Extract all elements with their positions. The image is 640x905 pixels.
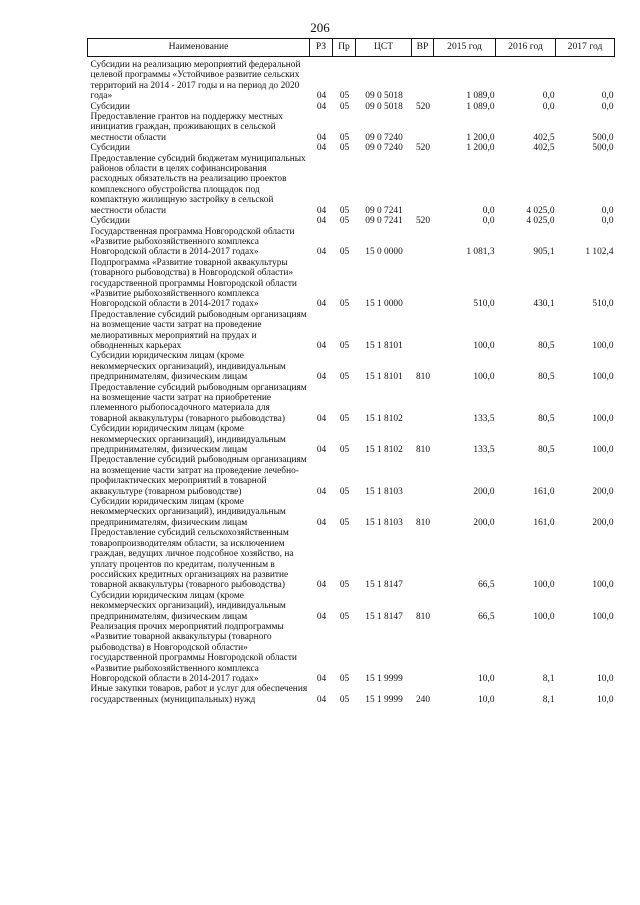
row-2016: 402,5 xyxy=(533,143,555,154)
row-cst: 15 1 9999 xyxy=(365,694,403,705)
row-2015: 10,0 xyxy=(478,694,495,705)
table-row xyxy=(88,57,615,102)
row-2017: 0,0 xyxy=(601,101,614,112)
row-2015: 200,0 xyxy=(473,486,495,497)
row-cst: 09 0 5018 xyxy=(365,101,403,112)
row-pr: 05 xyxy=(339,413,350,424)
row-vr xyxy=(412,227,434,258)
row-cst: 15 1 0000 xyxy=(365,299,403,310)
row-vr: 240 xyxy=(415,694,431,705)
row-pr: 05 xyxy=(339,143,350,154)
row-name: Предоставление субсидий сельскохозяйственным товаропроизводителям области, за исключением граждан, ведущих личное подсобное хозяйство, на уплату процентов по кредитам, полученным в российских кредитных организациях на развитие товарной аквакультуры (товарного рыбоводства) xyxy=(90,528,294,591)
row-pr: 05 xyxy=(339,372,350,383)
row-rz: 04 xyxy=(316,216,327,227)
row-2016: 905,1 xyxy=(533,247,555,258)
row-name: Предоставление субсидий рыбоводным организациям на возмещение части затрат на проведение лечебно-профилактических мероприятий в товарной аквакультуре (товарном рыбоводстве) xyxy=(90,455,307,497)
row-rz: 04 xyxy=(316,611,327,622)
row-2015: 66,5 xyxy=(478,611,495,622)
header-vr: ВР xyxy=(412,39,434,57)
row-pr: 05 xyxy=(339,517,350,528)
row-cst: 15 1 8101 xyxy=(365,372,403,383)
row-2017: 1 102,4 xyxy=(585,247,614,258)
table-row xyxy=(88,143,615,153)
header-2015: 2015 год xyxy=(434,39,496,57)
header-2016: 2016 год xyxy=(496,39,556,57)
row-2017: 100,0 xyxy=(592,445,614,456)
row-name: Предоставление субсидий бюджетам муниципальных районов области в целях софинансирования расходных обязательств на реализацию проектов комплексного обустройства площадок под компактную жилищную застройку в сельской местности области xyxy=(90,153,306,216)
row-cst: 15 1 8101 xyxy=(365,340,403,351)
row-2016: 80,5 xyxy=(538,340,555,351)
row-2016: 161,0 xyxy=(533,517,555,528)
row-2015: 133,5 xyxy=(473,413,495,424)
row-pr: 05 xyxy=(339,101,350,112)
row-cst: 09 0 7241 xyxy=(365,216,403,227)
table-row xyxy=(88,154,615,216)
header-cst: ЦСТ xyxy=(356,39,412,57)
row-rz: 04 xyxy=(316,101,327,112)
table-row xyxy=(88,591,615,622)
row-vr xyxy=(412,258,434,310)
row-2015: 100,0 xyxy=(473,372,495,383)
row-rz: 04 xyxy=(316,143,327,154)
row-vr xyxy=(412,154,434,216)
table-row xyxy=(88,310,615,352)
row-2015: 200,0 xyxy=(473,517,495,528)
row-2017: 0,0 xyxy=(601,216,614,227)
row-cst: 09 0 7240 xyxy=(365,132,403,143)
row-2016: 430,1 xyxy=(533,299,555,310)
row-2017: 510,0 xyxy=(592,299,614,310)
budget-table xyxy=(87,38,615,705)
row-cst: 09 0 7240 xyxy=(365,143,403,154)
row-2015: 1 089,0 xyxy=(466,101,495,112)
row-name: Субсидии на реализацию мероприятий федеральной целевой программы «Устойчивое развитие сельских территорий на 2014 - 2017 годы и на период до 2020 года» xyxy=(90,60,301,102)
row-pr: 05 xyxy=(339,216,350,227)
row-2016: 80,5 xyxy=(538,372,555,383)
row-name: Субсидии xyxy=(90,101,130,112)
table-row xyxy=(88,497,615,528)
row-2016: 4 025,0 xyxy=(526,205,555,216)
row-pr: 05 xyxy=(339,91,350,102)
row-rz: 04 xyxy=(316,205,327,216)
row-name: Подпрограмма «Развитие товарной аквакультуры (товарного рыбоводства) в Новгородской области» государственной программы Новгородской области «Развитие рыбохозяйственного комплекса Новгородской области в 2014-2017 годах» xyxy=(90,257,297,310)
row-rz: 04 xyxy=(316,580,327,591)
row-cst: 15 1 8102 xyxy=(365,445,403,456)
row-2016: 8,1 xyxy=(542,673,555,684)
table-row xyxy=(88,351,615,382)
row-cst: 15 1 8147 xyxy=(365,580,403,591)
row-vr: 810 xyxy=(415,611,431,622)
row-vr xyxy=(412,112,434,143)
row-2017: 100,0 xyxy=(592,372,614,383)
row-rz: 04 xyxy=(316,299,327,310)
row-2015: 133,5 xyxy=(473,445,495,456)
row-cst: 09 0 5018 xyxy=(365,91,403,102)
row-vr xyxy=(412,383,434,425)
row-2017: 200,0 xyxy=(592,486,614,497)
row-rz: 04 xyxy=(316,486,327,497)
row-cst: 09 0 7241 xyxy=(365,205,403,216)
header-2017: 2017 год xyxy=(556,39,615,57)
row-name: Государственная программа Новгородской области «Развитие рыбохозяйственного комплекса Новгородской области в 2014-2017 годах» xyxy=(90,226,295,258)
row-2016: 100,0 xyxy=(533,580,555,591)
page-number: 206 xyxy=(310,20,330,35)
row-name: Субсидии xyxy=(90,216,130,227)
table-body xyxy=(88,57,615,706)
row-name: Предоставление субсидий рыбоводным организациям на возмещение части затрат на проведение мелиоративных мероприятий на прудах и обводненных карьерах xyxy=(90,309,307,351)
row-name: Субсидии юридическим лицам (кроме некоммерческих организаций), индивидуальным предпринимателям, физическим лицам xyxy=(90,424,286,456)
row-cst: 15 1 8103 xyxy=(365,517,403,528)
row-rz: 04 xyxy=(316,340,327,351)
row-pr: 05 xyxy=(339,694,350,705)
table-row xyxy=(88,424,615,455)
row-2016: 4 025,0 xyxy=(526,216,555,227)
table-header-row xyxy=(88,39,615,57)
header-rz: РЗ xyxy=(310,39,333,57)
row-name: Субсидии юридическим лицам (кроме некоммерческих организаций), индивидуальным предпринимателям, физическим лицам xyxy=(90,497,286,528)
row-2015: 0,0 xyxy=(482,216,495,227)
row-name: Субсидии юридическим лицам (кроме некоммерческих организаций), индивидуальным предпринимателям, физическим лицам xyxy=(90,590,286,622)
row-2015: 0,0 xyxy=(482,205,495,216)
row-name: Предоставление грантов на поддержку местных инициатив граждан, проживающих в сельской местности области xyxy=(90,112,283,143)
row-cst: 15 1 9999 xyxy=(365,673,403,684)
row-pr: 05 xyxy=(339,205,350,216)
row-rz: 04 xyxy=(316,413,327,424)
table-row xyxy=(88,102,615,112)
header-pr: Пр xyxy=(333,39,356,57)
row-vr xyxy=(412,528,434,590)
table-row xyxy=(88,227,615,258)
row-2017: 10,0 xyxy=(597,694,614,705)
row-name: Субсидии xyxy=(90,143,130,154)
row-2016: 80,5 xyxy=(538,413,555,424)
row-pr: 05 xyxy=(339,132,350,143)
row-pr: 05 xyxy=(339,611,350,622)
row-name: Реализация прочих мероприятий подпрограммы «Развитие товарной аквакультуры (товарного рыбоводства) в Новгородской области» государственной программы Новгородской области «Развитие рыбохозяйственного комплекса Новгородской области в 2014-2017 годах» xyxy=(90,621,297,684)
row-rz: 04 xyxy=(316,132,327,143)
row-2015: 510,0 xyxy=(473,299,495,310)
row-2015: 66,5 xyxy=(478,580,495,591)
row-2016: 0,0 xyxy=(542,91,555,102)
row-cst: 15 1 8103 xyxy=(365,486,403,497)
row-cst: 15 1 8147 xyxy=(365,611,403,622)
row-pr: 05 xyxy=(339,486,350,497)
row-cst: 15 1 8102 xyxy=(365,413,403,424)
row-2015: 1 200,0 xyxy=(466,143,495,154)
row-vr: 520 xyxy=(415,143,431,154)
row-2017: 200,0 xyxy=(592,517,614,528)
row-pr: 05 xyxy=(339,247,350,258)
row-vr xyxy=(412,310,434,352)
header-name: Наименование xyxy=(88,39,310,57)
row-rz: 04 xyxy=(316,673,327,684)
table-row xyxy=(88,258,615,310)
row-rz: 04 xyxy=(316,517,327,528)
row-name: Иные закупки товаров, работ и услуг для обеспечения государственных (муниципальных) нужд xyxy=(90,684,308,705)
row-vr xyxy=(412,622,434,684)
row-2015: 10,0 xyxy=(478,673,495,684)
row-2015: 1 081,3 xyxy=(466,247,495,258)
row-2017: 100,0 xyxy=(592,580,614,591)
row-2017: 500,0 xyxy=(592,132,614,143)
row-2015: 100,0 xyxy=(473,340,495,351)
table-row xyxy=(88,112,615,143)
row-2015: 1 200,0 xyxy=(466,132,495,143)
row-pr: 05 xyxy=(339,445,350,456)
row-vr: 810 xyxy=(415,445,431,456)
row-2016: 402,5 xyxy=(533,132,555,143)
row-2017: 100,0 xyxy=(592,413,614,424)
row-vr xyxy=(412,455,434,497)
row-2016: 8,1 xyxy=(542,694,555,705)
row-name: Предоставление субсидий рыбоводным организациям на возмещение части затрат на приобретение племенного рыбопосадочного материала для товарной аквакультуры (товарного рыбоводства) xyxy=(90,382,307,424)
row-cst: 15 0 0000 xyxy=(365,247,403,258)
table-row xyxy=(88,622,615,684)
table-row xyxy=(88,684,615,705)
row-2016: 0,0 xyxy=(542,101,555,112)
row-pr: 05 xyxy=(339,340,350,351)
row-2015: 1 089,0 xyxy=(466,91,495,102)
row-vr: 520 xyxy=(415,101,431,112)
row-2017: 10,0 xyxy=(597,673,614,684)
row-2017: 0,0 xyxy=(601,91,614,102)
row-2016: 100,0 xyxy=(533,611,555,622)
row-2017: 500,0 xyxy=(592,143,614,154)
row-pr: 05 xyxy=(339,299,350,310)
row-pr: 05 xyxy=(339,673,350,684)
row-vr xyxy=(412,57,434,102)
row-rz: 04 xyxy=(316,247,327,258)
row-vr: 520 xyxy=(415,216,431,227)
row-2016: 80,5 xyxy=(538,445,555,456)
table-row xyxy=(88,528,615,590)
row-2016: 161,0 xyxy=(533,486,555,497)
row-rz: 04 xyxy=(316,445,327,456)
row-vr: 810 xyxy=(415,517,431,528)
row-name: Субсидии юридическим лицам (кроме некоммерческих организаций), индивидуальным предпринимателям, физическим лицам xyxy=(90,351,286,383)
row-2017: 100,0 xyxy=(592,611,614,622)
table-row xyxy=(88,383,615,425)
table-row xyxy=(88,455,615,497)
row-rz: 04 xyxy=(316,372,327,383)
row-2017: 100,0 xyxy=(592,340,614,351)
row-pr: 05 xyxy=(339,580,350,591)
row-rz: 04 xyxy=(316,91,327,102)
row-2017: 0,0 xyxy=(601,205,614,216)
row-vr: 810 xyxy=(415,372,431,383)
row-rz: 04 xyxy=(316,694,327,705)
table-row xyxy=(88,216,615,226)
